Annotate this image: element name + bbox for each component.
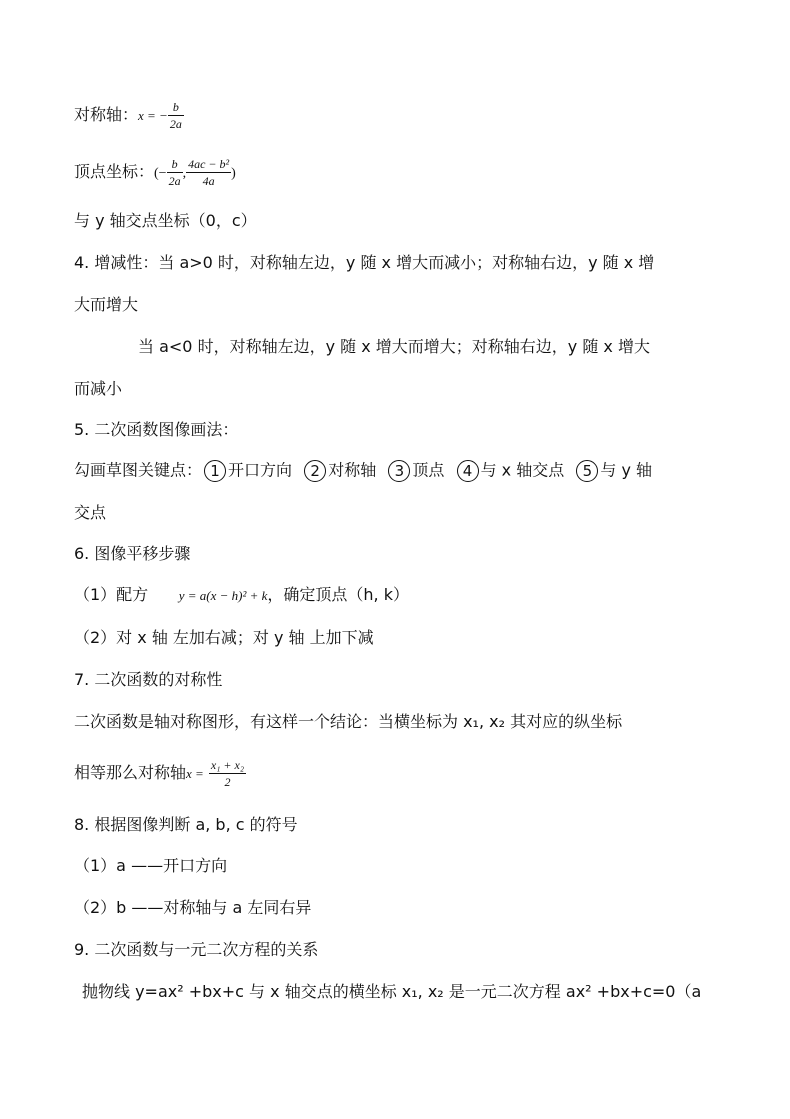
vertex-f1-num: b	[167, 157, 183, 173]
vertex-fraction-1	[167, 157, 183, 188]
circled-number-1: 1	[204, 460, 226, 482]
s5-item-4: 与 x 轴交点	[480, 460, 565, 480]
axis-fraction-den: 2a	[169, 117, 182, 131]
s9-line-1: 抛物线 y=ax² +bx+c 与 x 轴交点的横坐标 x₁, x₂ 是一元二次方程 ax² +bx+c=0（a	[82, 982, 702, 1001]
s5-prefix: 勾画草图关键点：	[74, 460, 203, 480]
circled-number-3: 3	[388, 460, 410, 482]
s7-line-1: 二次函数是轴对称图形，有这样一个结论：当横坐标为 x₁, x₂ 其对应的纵坐标	[74, 712, 623, 731]
s8-line-2: （2）b ——对称轴与 a 左同右异	[74, 898, 312, 917]
s7-fraction-den: 2	[224, 775, 231, 789]
s5-item-5: 与 y 轴	[600, 460, 653, 480]
s5-keypoints-line	[74, 460, 652, 482]
s7-l2-prefix: 相等那么对称轴	[74, 763, 187, 782]
s9-title: 9. 二次函数与一元二次方程的关系	[74, 940, 319, 959]
s8-line-1: （1）a ——开口方向	[74, 856, 228, 875]
vertex-close: )	[231, 166, 236, 181]
circled-number-5: 5	[576, 460, 598, 482]
s8-title: 8. 根据图像判断 a, b, c 的符号	[74, 815, 298, 834]
s7-fraction-num: x₁ + x₂	[210, 758, 244, 772]
axis-lhs: x = −	[138, 108, 168, 123]
axis-of-symmetry-line	[74, 100, 184, 131]
s6-l1-prefix: （1）配方	[74, 585, 149, 604]
vertex-line	[74, 157, 236, 188]
s4-line-4: 而减小	[74, 379, 123, 398]
s6-title: 6. 图像平移步骤	[74, 544, 191, 563]
y-intercept-line: 与 y 轴交点坐标（0，c）	[74, 211, 257, 230]
vertex-f1-den: 2a	[168, 174, 181, 188]
s4-line-1: 4. 增减性：当 a>0 时，对称轴左边，y 随 x 增大而减小；对称轴右边，y 随 x 增	[74, 253, 655, 272]
s5-item-2: 对称轴	[328, 460, 377, 480]
s7-title: 7. 二次函数的对称性	[74, 670, 223, 689]
vertex-label: 顶点坐标：	[74, 162, 155, 181]
s5-tail: 交点	[74, 503, 107, 522]
axis-fraction	[168, 100, 184, 131]
s5-item-3: 顶点	[412, 460, 445, 480]
vertex-f2-num: 4ac − b²	[188, 157, 230, 171]
s5-title: 5. 二次函数图像画法：	[74, 420, 239, 439]
s6-line-2: （2）对 x 轴 左加右减；对 y 轴 上加下减	[74, 628, 374, 647]
s6-l1-suffix: ，确定顶点（h, k）	[267, 585, 409, 604]
axis-label: 对称轴：	[74, 105, 139, 124]
vertex-open: (−	[154, 166, 167, 181]
s6-line-1	[74, 585, 409, 606]
s6-l1-formula: y = a(x − h)² + k	[178, 588, 268, 603]
s7-l2-lhs: x =	[186, 766, 204, 781]
vertex-comma: ,	[182, 166, 187, 181]
circled-number-4: 4	[457, 460, 479, 482]
s7-line-2	[74, 758, 246, 789]
s7-fraction	[209, 758, 246, 789]
vertex-f2-den: 4a	[202, 174, 215, 188]
vertex-fraction-2	[186, 157, 231, 188]
s4-line-3: 当 a<0 时，对称轴左边，y 随 x 增大而增大；对称轴右边，y 随 x 增大	[138, 337, 650, 356]
s4-line-2: 大而增大	[74, 295, 139, 314]
s5-item-1: 开口方向	[228, 460, 293, 480]
axis-fraction-num: b	[168, 100, 184, 116]
circled-number-2: 2	[304, 460, 326, 482]
